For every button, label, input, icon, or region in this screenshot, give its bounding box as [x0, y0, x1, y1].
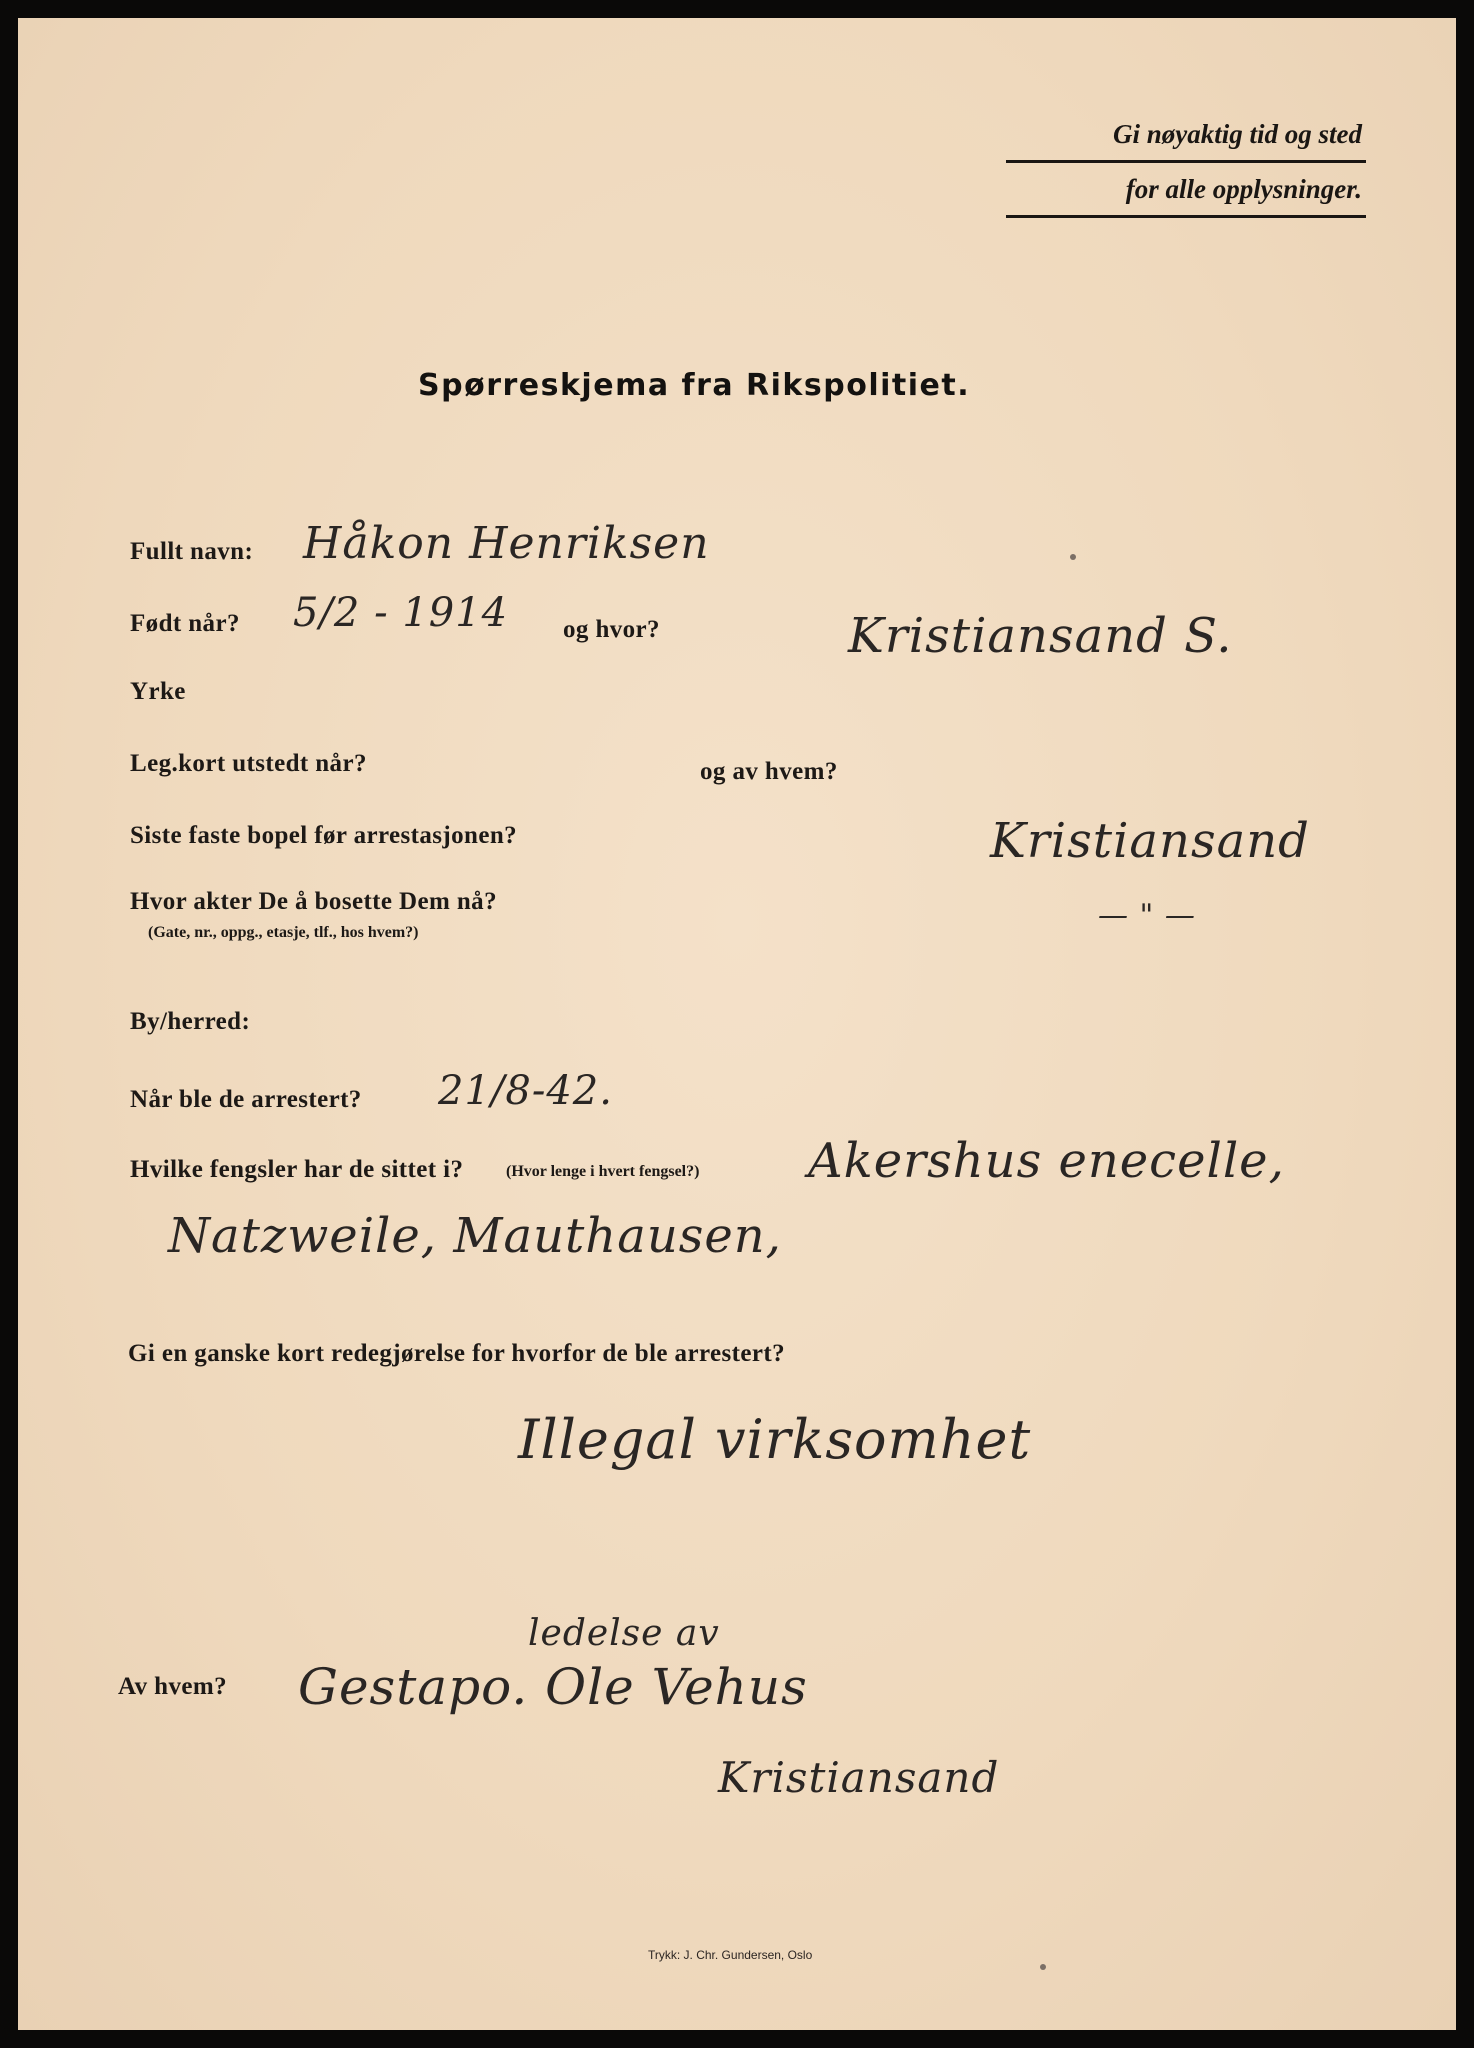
occupation-label: Yrke [130, 678, 186, 705]
page-title: Spørreskjema fra Rikspolitiet. [418, 368, 971, 403]
born-when-label: Født når? [130, 610, 240, 637]
born-where-value: Kristiansand S. [848, 608, 1233, 664]
born-when-value: 5/2 - 1914 [293, 590, 509, 636]
future-residence-value: — " — [1098, 898, 1196, 933]
instruction-line-2: for alle opplysninger. [1006, 163, 1366, 218]
municipality-label: By/herred: [130, 1008, 251, 1035]
by-whom-value-line-1: Gestapo. Ole Vehus [298, 1658, 808, 1716]
prisons-label: Hvilke fengsler har de sittet i? [130, 1156, 464, 1183]
last-residence-label: Siste faste bopel før arrestasjonen? [130, 822, 518, 849]
arrested-when-value: 21/8-42. [438, 1068, 613, 1114]
by-whom-label: Av hvem? [118, 1673, 227, 1700]
printer-imprint: Trykk: J. Chr. Gundersen, Oslo [648, 1948, 813, 1962]
reason-label: Gi en ganske kort redegjørelse for hvorfor de ble arrestert? [128, 1340, 785, 1367]
paper-speck [1070, 554, 1076, 560]
id-card-when-label: Leg.kort utstedt når? [130, 750, 367, 777]
by-whom-value-line-2: Kristiansand [718, 1753, 1000, 1802]
arrested-when-label: Når ble de arrestert? [130, 1086, 362, 1113]
last-residence-value: Kristiansand [990, 813, 1310, 869]
reason-value: Illegal virksomhet [518, 1408, 1032, 1471]
born-where-label: og hvor? [563, 616, 660, 643]
future-residence-label: Hvor akter De å bosette Dem nå? [130, 888, 497, 915]
prisons-value-line-2: Natzweile, Mauthausen, [168, 1208, 782, 1264]
prisons-value-line-1: Akershus enecelle, [808, 1133, 1285, 1189]
paper-speck [1040, 1964, 1046, 1970]
future-residence-sublabel: (Gate, nr., oppg., etasje, tlf., hos hvem?) [148, 924, 419, 941]
prisons-sublabel: (Hvor lenge i hvert fengsel?) [506, 1163, 700, 1180]
by-whom-value-above: ledelse av [528, 1613, 720, 1654]
instruction-line-1: Gi nøyaktig tid og sted [1006, 108, 1366, 163]
questionnaire-sheet [18, 18, 1456, 2030]
id-card-by-label: og av hvem? [700, 758, 838, 785]
full-name-value: Håkon Henriksen [303, 518, 710, 569]
full-name-label: Fullt navn: [130, 538, 254, 565]
instruction-box [1006, 108, 1366, 218]
